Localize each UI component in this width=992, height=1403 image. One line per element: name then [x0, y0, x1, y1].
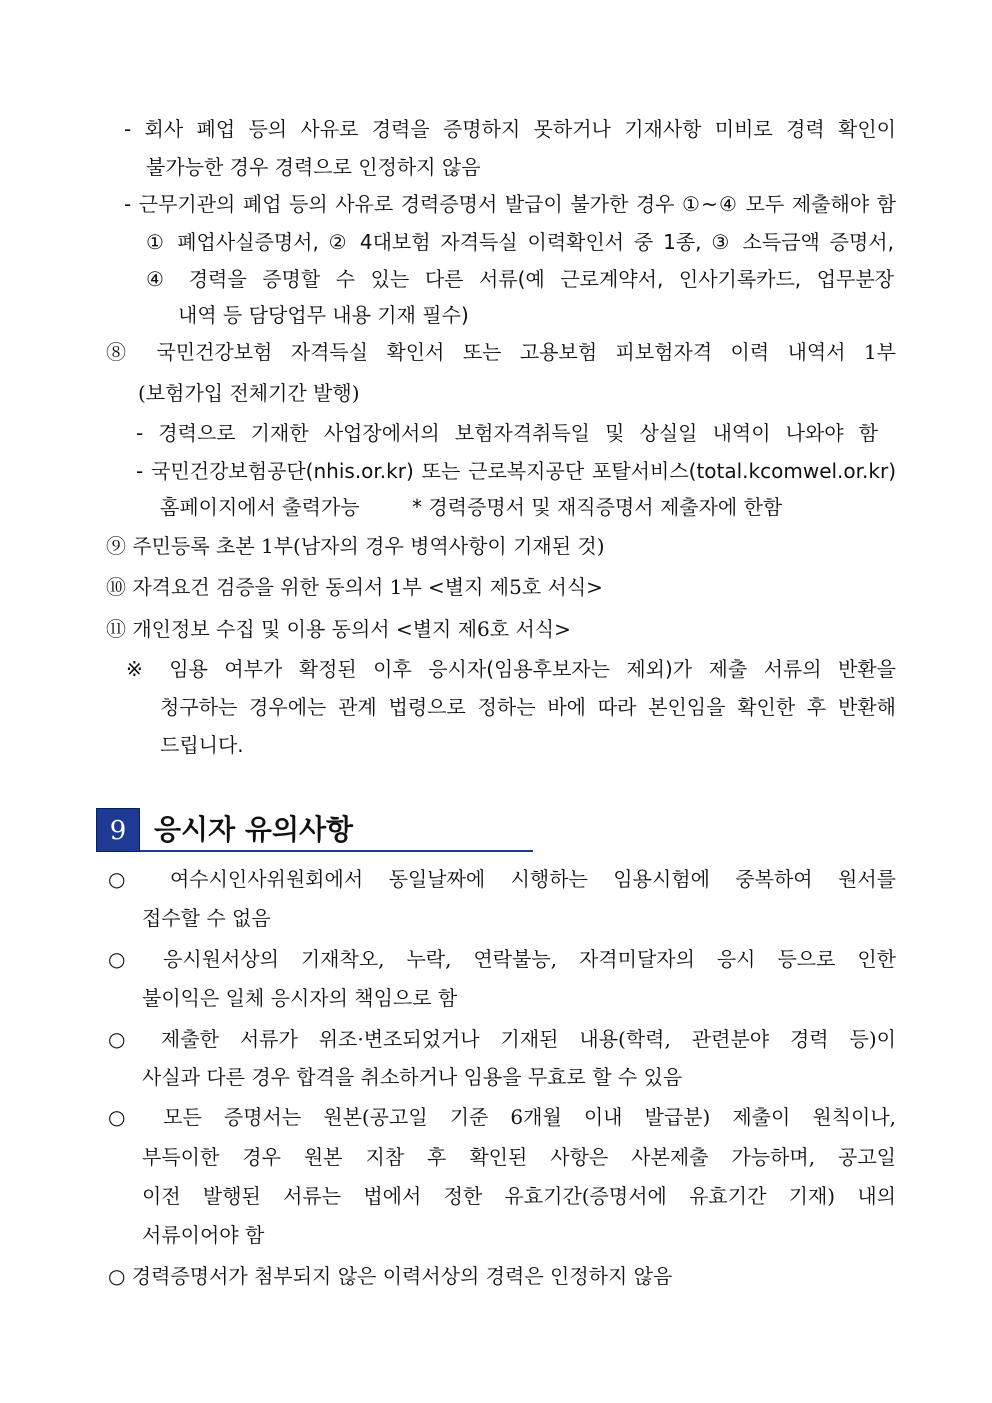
note-item: 접수할 수 없음: [142, 906, 271, 930]
note-item: ○ 응시원서상의 기재착오, 누락, 연락불능, 자격미달자의 응시 등으로 인한: [108, 947, 896, 971]
career-note-line: 내역 등 담당업무 내용 기재 필수): [178, 303, 469, 327]
career-note-line: ① 폐업사실증명서, ② 4대보험 자격득실 이력확인서 중 1종, ③ 소득금액 증명서,: [146, 230, 894, 254]
return-notice: ※ 임용 여부가 확정된 이후 응시자(임용후보자는 제외)가 제출 서류의 반환을: [126, 657, 896, 681]
document-item-8: ⑧ 국민건강보험 자격득실 확인서 또는 고용보험 피보험자격 이력 내역서 1부: [106, 340, 896, 364]
career-note-line: - 회사 폐업 등의 사유로 경력을 증명하지 못하거나 기재사항 미비로 경력 확인이: [124, 117, 896, 141]
note-item: 서류이어야 함: [142, 1223, 265, 1247]
note-item: ○ 제출한 서류가 위조·변조되었거나 기재된 내용(학력, 관련분야 경력 등)이: [108, 1027, 896, 1051]
note-item: 사실과 다른 경우 합격을 취소하거나 임용을 무효로 할 수 있음: [142, 1065, 683, 1089]
note-item: ○ 경력증명서가 첨부되지 않은 이력서상의 경력은 인정하지 않음: [108, 1264, 673, 1288]
return-notice: 드립니다.: [160, 733, 244, 757]
section-title: 응시자 유의사항: [154, 813, 354, 846]
note-item: 이전 발행된 서류는 법에서 정한 유효기간(증명서에 유효기간 기재) 내의: [142, 1184, 896, 1208]
document-item-8-note: - 경력으로 기재한 사업장에서의 보험자격취득일 및 상실일 내역이 나와야 함: [136, 421, 878, 445]
return-notice: 청구하는 경우에는 관계 법령으로 정하는 바에 따라 본인임을 확인한 후 반환해: [160, 695, 896, 719]
note-item: ○ 여수시인사위원회에서 동일날짜에 시행하는 임용시험에 중복하여 원서를: [108, 867, 896, 891]
career-note-line: - 근무기관의 폐업 등의 사유로 경력증명서 발급이 불가한 경우 ①~④ 모두 제출해야 함: [124, 192, 896, 216]
note-item: 부득이한 경우 원본 지참 후 확인된 사항은 사본제출 가능하며, 공고일: [142, 1145, 896, 1169]
document-item-8: (보험가입 전체기간 발행): [138, 381, 360, 405]
section-number: 9: [96, 808, 140, 852]
document-item-8-note: 홈페이지에서 출력가능: [160, 495, 360, 519]
note-item: ○ 모든 증명서는 원본(공고일 기준 6개월 이내 발급분) 제출이 원칙이나,: [108, 1105, 896, 1129]
note-item: 불이익은 일체 응시자의 책임으로 함: [142, 986, 458, 1010]
career-note-line: 불가능한 경우 경력으로 인정하지 않음: [146, 155, 481, 179]
career-note-line: ④ 경력을 증명할 수 있는 다른 서류(예 근로계약서, 인사기록카드, 업무분장: [146, 267, 894, 291]
document-item-9: ⑨ 주민등록 초본 1부(남자의 경우 병역사항이 기재된 것): [106, 534, 605, 558]
document-item-8-footnote: * 경력증명서 및 재직증명서 제출자에 한함: [412, 495, 783, 519]
document-item-11: ⑪ 개인정보 수집 및 이용 동의서 <별지 제6호 서식>: [106, 617, 571, 641]
section-underline: [140, 850, 533, 852]
document-item-8-note: - 국민건강보험공단(nhis.or.kr) 또는 근로복지공단 포탈서비스(total.kcomwel.or.kr): [136, 459, 896, 483]
document-item-10: ⑩ 자격요건 검증을 위한 동의서 1부 <별지 제5호 서식>: [106, 575, 603, 599]
